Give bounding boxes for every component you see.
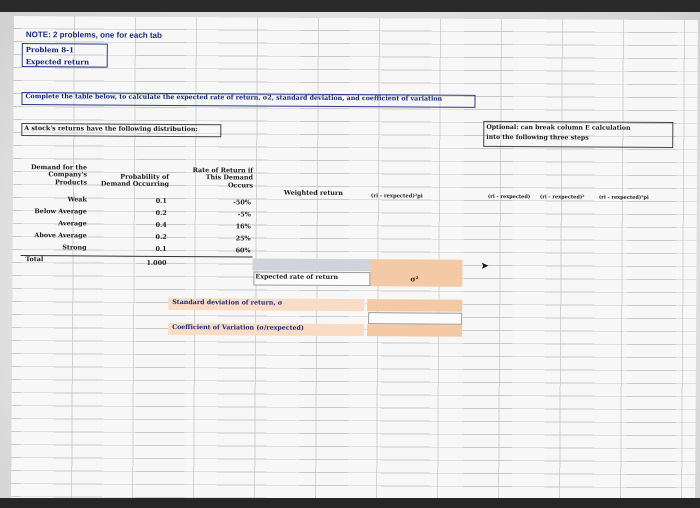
header-weighted-return: Weighted return [283, 188, 343, 198]
header-probability: Probability of Demand Occurring [100, 172, 170, 189]
monitor-bezel-bottom [0, 498, 700, 508]
gray-band [252, 258, 370, 271]
row-below-average-demand[interactable]: Below Average [34, 207, 87, 216]
row-strong-prob[interactable]: 0.1 [155, 244, 167, 253]
std-dev-cell-shade [367, 299, 462, 312]
row-below-average-prob[interactable]: 0.2 [155, 208, 167, 217]
note-text: NOTE: 2 problems, one for each tab [25, 30, 162, 40]
row-above-average-rate[interactable]: 25% [235, 234, 251, 243]
header-squared-deviation-weighted: (ri - rexpected)²pi [370, 193, 423, 200]
expected-return-label: Expected rate of return [255, 273, 339, 281]
cv-cell-shade [367, 324, 462, 337]
std-dev-label: Standard deviation of return, σ [172, 298, 283, 307]
cv-label: Coefficient of Variation (σ/rexpected) [172, 323, 304, 332]
problem-title[interactable]: Problem 8-1 [25, 45, 74, 55]
header-step1-deviation: (ri - rexpected) [487, 193, 531, 201]
row-average-demand[interactable]: Average [58, 219, 87, 228]
row-below-average-rate[interactable]: -5% [237, 210, 251, 219]
mouse-cursor-icon: ➤ [480, 260, 489, 272]
optional-note-line2[interactable]: into the following three steps [486, 133, 589, 142]
spreadsheet-grid[interactable] [11, 16, 698, 508]
row-above-average-demand[interactable]: Above Average [34, 231, 87, 240]
total-probability[interactable]: 1.000 [146, 258, 167, 267]
header-rate-of-return: Rate of Return if This Demand Occurs [192, 166, 254, 190]
row-strong-demand[interactable]: Strong [62, 243, 87, 252]
row-weak-demand[interactable]: Weak [67, 195, 87, 204]
row-above-average-prob[interactable]: 0.2 [155, 232, 167, 241]
row-average-rate[interactable]: 16% [235, 222, 251, 231]
distribution-label[interactable]: A stock's returns have the following distribution: [24, 125, 198, 134]
variance-symbol: σ² [410, 274, 419, 284]
monitor-bezel-top [0, 0, 700, 12]
row-weak-rate[interactable]: -50% [233, 198, 251, 207]
total-label: Total [25, 255, 44, 264]
row-weak-prob[interactable]: 0.1 [155, 196, 167, 205]
optional-note-line1[interactable]: Optional: can break column E calculation [486, 123, 631, 132]
header-step3-weighted: (ri - rexpected)²pi [598, 194, 649, 201]
row-strong-rate[interactable]: 60% [235, 246, 251, 255]
header-step2-squared: (ri - rexpected)² [539, 194, 585, 201]
header-demand: Demand for the Company's Products [30, 163, 88, 187]
std-dev-input[interactable] [368, 312, 462, 325]
instruction-text[interactable]: Complete the table below, to calculate the expected rate of return, σ2, standard deviation, and coefficient of variation [25, 93, 443, 103]
row-average-prob[interactable]: 0.4 [155, 220, 167, 229]
problem-topic[interactable]: Expected return [25, 57, 90, 67]
total-rule [21, 255, 253, 258]
